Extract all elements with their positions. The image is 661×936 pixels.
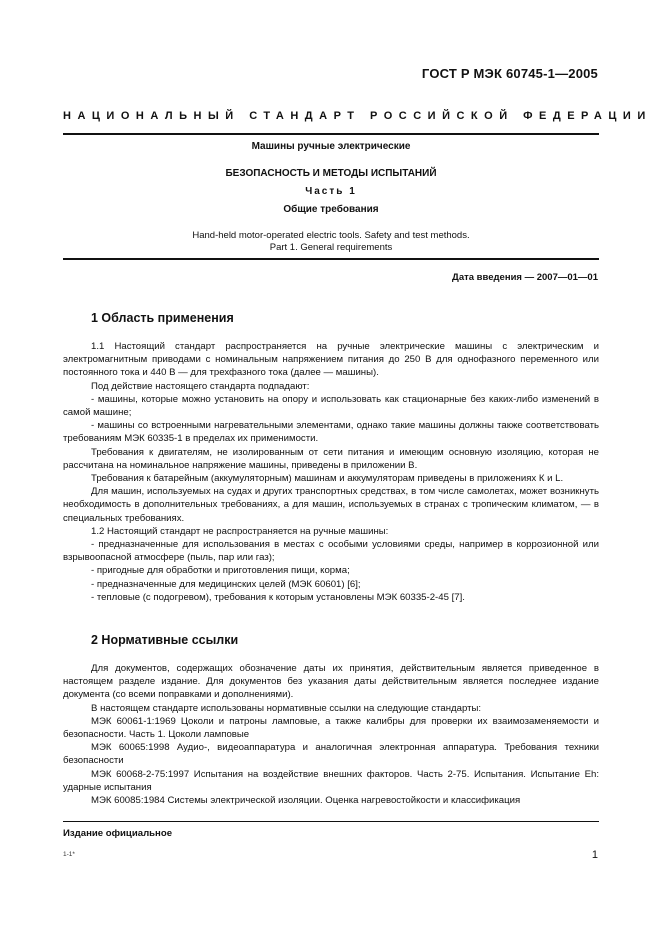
- paragraph: 1.2 Настоящий стандарт не распространяется на ручные машины:: [91, 525, 389, 537]
- paragraph: - машины, которые можно установить на опору и использовать как стационарные без каких-либо изменений в самой машине;: [63, 393, 599, 419]
- top-rule: [63, 133, 599, 135]
- paragraph: Требования к двигателям, не изолированным от сети питания и имеющим основную изоляцию, которая не рассчитана на номинальное напряжение машины, приведены в приложении В.: [63, 446, 599, 471]
- section-1-body: [63, 340, 599, 604]
- paragraph: В настоящем стандарте использованы нормативные ссылки на следующие стандарты:: [91, 702, 482, 714]
- introduction-date: Дата введения — 2007—01—01: [452, 272, 598, 283]
- english-title-line-1: Hand-held motor-operated electric tools. Safety and test methods.: [192, 230, 470, 241]
- paragraph: МЭК 60065:1998 Аудио-, видеоаппаратура и аналогичная электронная аппаратура. Требования техники безопасности: [63, 742, 599, 767]
- section-2-heading: 2 Нормативные ссылки: [91, 633, 239, 647]
- paragraph: - машины со встроенными нагревательными элементами, однако такие машины должны также соответствовать требованиям МЭК 60335-1 в пределах их применимости.: [63, 420, 599, 445]
- subject-title: Машины ручные электрические: [251, 141, 411, 152]
- part-label: Часть 1: [305, 186, 357, 197]
- paragraph: Под действие настоящего стандарта подпадают:: [91, 380, 310, 392]
- paragraph: - пригодные для обработки и приготовления пищи, корма;: [91, 565, 350, 577]
- paragraph: 1.1 Настоящий стандарт распространяется на ручные электрические машины с электрическим и электромагнитным приводами с номинальным напряжением питания до 250 В для однофазного переменного или постоянного тока и 440 В — для трехфазного тока (далее — машины).: [63, 341, 599, 379]
- paragraph: Для документов, содержащих обозначение даты их принятия, действительным является приведенное в настоящем разделе издание. Для документов без указания даты действительным является последнее издание документа (со всеми поправками и дополнениями).: [63, 663, 599, 701]
- paragraph: - предназначенные для медицинских целей (МЭК 60601) [6];: [91, 578, 361, 590]
- paragraph: - предназначенные для использования в местах с особыми условиями среды, например в коррозионной или взрывоопасной атмосфере (пыль, пар или газ);: [63, 539, 599, 564]
- paragraph: - тепловые (с подогревом), требования к которым установлены МЭК 60335-2-45 [7].: [91, 591, 465, 603]
- section-1-heading: 1 Область применения: [91, 311, 234, 325]
- footer-rule: [63, 821, 599, 822]
- paragraph: МЭК 60068-2-75:1997 Испытания на воздействие внешних факторов. Часть 2-75. Испытания. Испытание Eh: ударные испытания: [63, 768, 599, 793]
- national-standard-banner: НАЦИОНАЛЬНЫЙ СТАНДАРТ РОССИЙСКОЙ ФЕДЕРАЦИИ: [63, 110, 652, 122]
- paragraph: Для машин, используемых на судах и других транспортных средствах, в том числе самолетах, может возникнуть необходимость в дополнительных требованиях, а для машин, используемых в странах с тропическим климатом, — в специальных требованиях.: [63, 486, 599, 524]
- english-title-line-2: Part 1. General requirements: [269, 242, 393, 253]
- print-code: 1-1*: [63, 851, 75, 858]
- title-rule: [63, 258, 599, 260]
- official-edition-label: Издание официальное: [63, 828, 173, 839]
- main-title: БЕЗОПАСНОСТЬ И МЕТОДЫ ИСПЫТАНИЙ: [225, 168, 437, 179]
- paragraph: МЭК 60085:1984 Системы электрической изоляции. Оценка нагревостойкости и классификация: [91, 795, 521, 807]
- standard-number: ГОСТ Р МЭК 60745-1—2005: [421, 66, 598, 81]
- paragraph: МЭК 60061-1:1969 Цоколи и патроны ламповые, а также калибры для проверки их взаимозаменяемости и безопасности. Часть 1. Цоколи ламповые: [63, 715, 599, 741]
- part-title: Общие требования: [283, 204, 379, 215]
- section-2-body: [63, 662, 599, 807]
- page-number: 1: [591, 849, 598, 861]
- paragraph: Требования к батарейным (аккумуляторным) машинам и аккумуляторам приведены в приложениях К и L.: [91, 473, 564, 485]
